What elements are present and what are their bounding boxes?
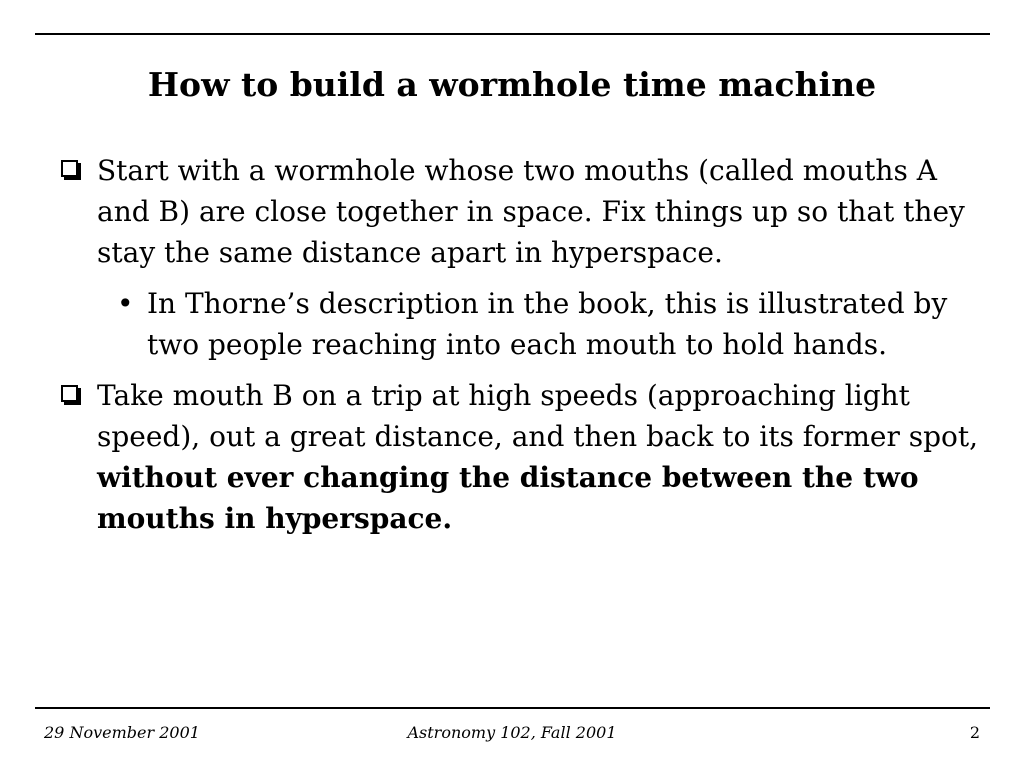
bullet-text: Start with a wormhole whose two mouths (called mouths A and B) are close together in space. Fix things up so that they stay the same distance apart in hyperspace. <box>97 154 965 269</box>
footer-date: 29 November 2001 <box>44 723 200 742</box>
checkbox-icon <box>61 385 78 402</box>
slide-title: How to build a wormhole time machine <box>147 65 877 104</box>
bottom-divider <box>35 707 990 709</box>
sub-bullet-item <box>55 283 985 365</box>
bullet-item <box>55 375 985 539</box>
footer-course: Astronomy 102, Fall 2001 <box>407 723 617 742</box>
bullet-item <box>55 150 985 273</box>
footer-page-number: 2 <box>969 723 980 742</box>
dot-icon: • <box>117 287 134 320</box>
slide-content <box>55 150 985 549</box>
bullet-text: Take mouth B on a trip at high speeds (approaching light speed), out a great distance, and then back to its former spot, <box>97 379 979 453</box>
checkbox-icon <box>61 160 78 177</box>
bullet-text-emphasis: without ever changing the distance between the two mouths in hyperspace. <box>97 461 919 535</box>
sub-bullet-text: In Thorne’s description in the book, this is illustrated by two people reaching into each mouth to hold hands. <box>147 287 948 361</box>
top-divider <box>35 33 990 35</box>
